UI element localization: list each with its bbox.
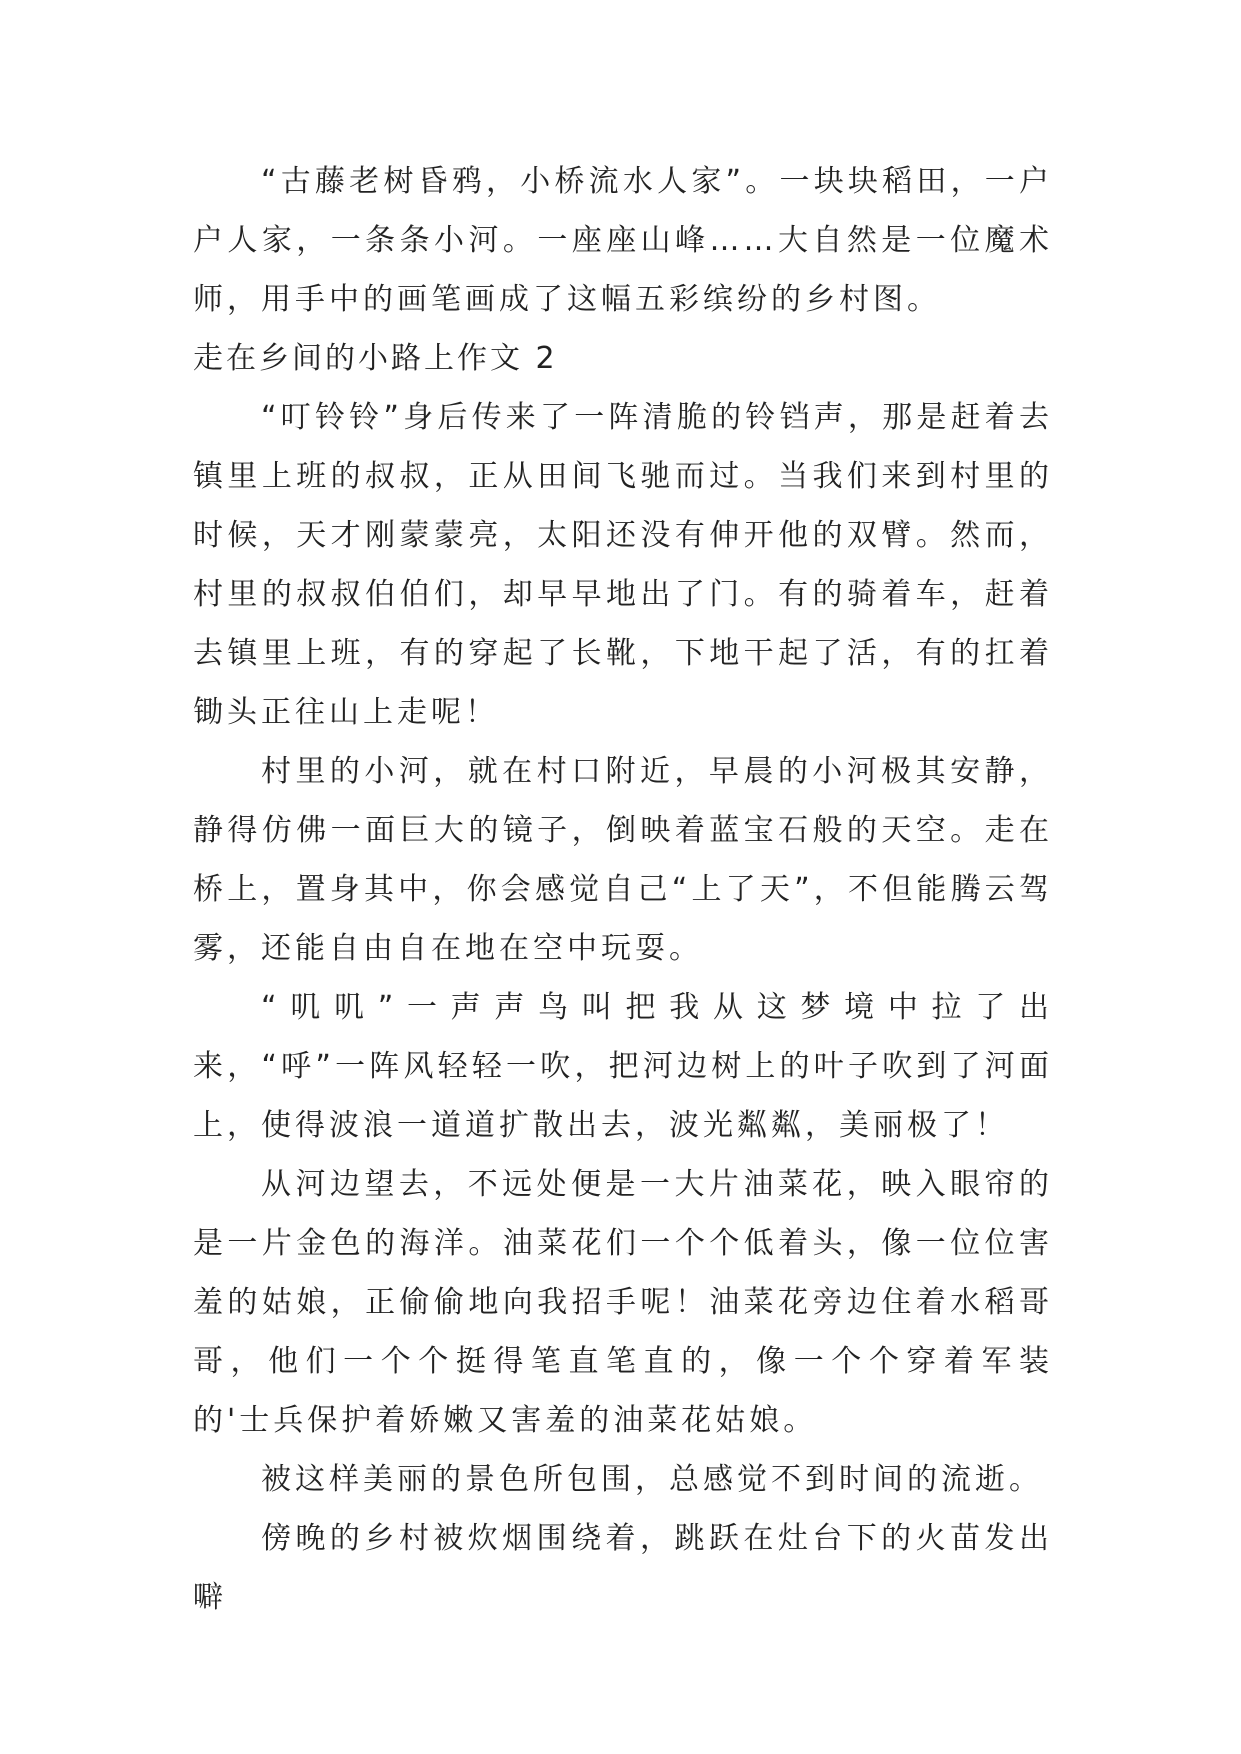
paragraph-rapeseed: 从河边望去，不远处便是一大片油菜花，映入眼帘的是一片金色的海洋。油菜花们一个个低着头，像一位位害羞的姑娘，正偷偷地向我招手呢！油菜花旁边住着水稻哥哥，他们一个个挺得笔直笔直的，像一个个穿着军装的'士兵保护着娇嫩又害羞的油菜花姑娘。 [193,1167,1053,1438]
paragraph-intro: “古藤老树昏鸦，小桥流水人家”。一块块稻田，一户户人家，一条条小河。一座座山峰……大自然是一位魔术师，用手中的画笔画成了这幅五彩缤纷的乡村图。 [193,164,1053,317]
paragraph-time: 被这样美丽的景色所包围，总感觉不到时间的流逝。 [261,1462,1043,1497]
paragraph-bell: “叮铃铃”身后传来了一阵清脆的铃铛声，那是赶着去镇里上班的叔叔，正从田间飞驰而过。当我们来到村里的时候，天才刚蒙蒙亮，太阳还没有伸开他的双臂。然而，村里的叔叔伯伯们，却早早地出了门。有的骑着车，赶着去镇里上班，有的穿起了长靴，下地干起了活，有的扛着锄头正往山上走呢！ [193,400,1053,730]
paragraph-birds: “叽叽”一声声鸟叫把我从这梦境中拉了出来，“呼”一阵风轻轻一吹，把河边树上的叶子吹到了河面上，使得波浪一道道扩散出去，波光粼粼，美丽极了！ [193,990,1053,1143]
paragraph-river: 村里的小河，就在村口附近，早晨的小河极其安静，静得仿佛一面巨大的镜子，倒映着蓝宝石般的天空。走在桥上，置身其中，你会感觉自己“上了天”，不但能腾云驾雾，还能自由自在地在空中玩耍。 [193,754,1053,966]
essay-title: 走在乡间的小路上作文 2 [193,341,558,376]
essay-body [193,152,1053,1627]
paragraph-evening: 傍晚的乡村被炊烟围绕着，跳跃在灶台下的火苗发出噼 [193,1521,1053,1615]
